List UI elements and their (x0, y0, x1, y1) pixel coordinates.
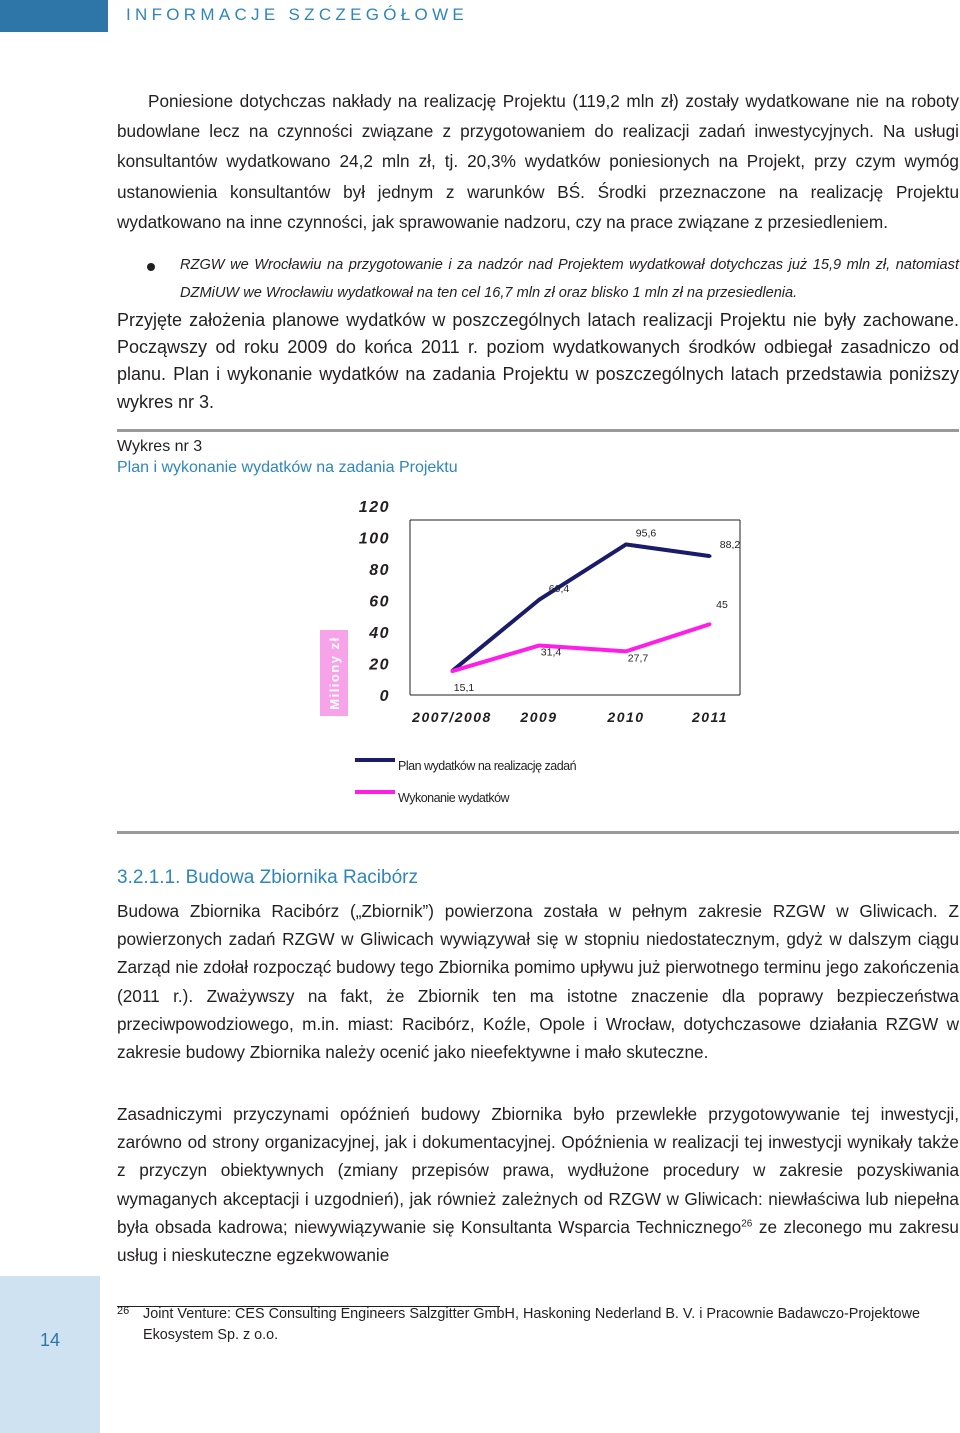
data-label: 60,4 (548, 582, 570, 595)
y-tick-label: 40 (369, 625, 390, 642)
data-label: 95,6 (635, 527, 657, 540)
section-heading: 3.2.1.1. Budowa Zbiornika Racibórz (117, 867, 418, 888)
footnote-mark: 26 (117, 1305, 130, 1317)
header-title: INFORMACJE SZCZEGÓŁOWE (126, 5, 469, 24)
data-point (709, 623, 712, 626)
header-color-block (0, 0, 108, 32)
x-tick-label: 2009 (520, 709, 558, 725)
data-label: 45 (716, 599, 728, 612)
page-number-box (0, 1276, 100, 1433)
intro-paragraph: Poniesione dotychczas nakłady na realizację Projektu (119,2 mln zł) zostały wydatkowane nie na roboty budowlane lecz na czynności związane z przygotowaniem do realizacji zadań inwestycyjnych. Na usługi konsultantów wydatkowano 24,2 mln zł, tj. 20,3% wydatków poniesionych na Projekt, przy czym wymóg ustanowienia konsultantów był jednym z warunków BŚ. Środki przeznaczone na realizację Projektu wydatkowano na inne czynności, jak sprawowanie nadzoru, czy na prace związane z przesiedleniem. (117, 91, 959, 232)
section-paragraph-1: Budowa Zbiornika Racibórz („Zbiornik”) powierzona została w pełnym zakresie RZGW w Gliwicach. Z powierzonych zadań RZGW w Gliwicach wywiązywał się w stopniu niedostatecznym, gdyż w dalszym ciągu Zarząd nie zdołał rozpocząć budowy tego Zbiornika pomimo upływu już pierwotnego terminu jego zakończenia (2011 r.). Zważywszy na fakt, że Zbiornik ten ma istotne znaczenie dla poprawy bezpieczeństwa przeciwpowodziowego, m.in. miast: Racibórz, Koźle, Opole i Wrocław, dotychczasowe działania RZGW w zakresie budowy Zbiornika należy ocenić jako nieefektywne i mało skuteczne. (117, 901, 959, 1063)
section-paragraph-2 (117, 1100, 959, 1269)
intro-paragraph-2: Przyjęte założenia planowe wydatków w poszczególnych latach realizacji Projektu nie były zachowane. Począwszy od roku 2009 do końca 2011 r. poziom wydatkowanych środków odbiegał zasadniczo od planu. Plan i wykonanie wydatków na zadania Projektu w poszczególnych latach przedstawia poniższy wykres nr 3. (117, 310, 959, 412)
y-tick-label: 120 (358, 499, 390, 516)
chart-top-rule (117, 429, 959, 432)
footnote-text: Joint Venture: CES Consulting Engineers Salzgitter GmbH, Haskoning Nederland B. V. i Pracownie Badawczo-Projektowe Ekosystem Sp. z o.o. (143, 1306, 920, 1343)
data-label: 31,4 (540, 646, 562, 659)
page-number: 14 (39, 1330, 61, 1350)
y-tick-label: 80 (369, 562, 390, 579)
data-point (625, 543, 628, 546)
x-tick-label: 2010 (607, 709, 645, 725)
data-point (709, 555, 712, 558)
bullet-icon (147, 263, 155, 271)
intro-section (117, 86, 959, 237)
chart-bottom-rule (117, 831, 959, 834)
legend-label-1: Plan wydatków na realizację zadań (398, 759, 577, 773)
paragraph-2-tail: ze zleconego mu zakresu usług i nieskuteczne egzekwowanie (117, 1216, 959, 1266)
chart-label: Wykres nr 3 (117, 438, 203, 455)
x-tick-label: 2007/2008 (412, 709, 492, 725)
line-chart (310, 490, 770, 810)
y-tick-label: 60 (369, 593, 390, 611)
y-axis-label: Miliony zł (327, 636, 342, 710)
bullet-item: RZGW we Wrocławiu na przygotowanie i za nadzór nad Projektem wydatkował dotychczas już 15,9 mln zł, natomiast DZMiUW we Wrocławiu wydatkował na ten cel 16,7 mln zł oraz blisko 1 mln zł na przesiedlenia. (180, 257, 959, 301)
series-line-1 (452, 544, 710, 671)
y-tick-label: 20 (369, 656, 390, 674)
x-tick-label: 2011 (691, 709, 729, 725)
data-label: 15,1 (453, 682, 475, 695)
y-tick-label: 0 (379, 688, 390, 705)
data-point (451, 670, 454, 673)
paragraph-2-text: Zasadniczymi przyczynami opóźnień budowy Zbiornika było przewlekłe przygotowywanie tej inwestycji, zarówno od strony organizacyjnej, jak i dokumentacyjnej. Opóźnienia w realizacji tej inwestycji wynikały także z przyczyn obiektywnych (zmiany przepisów prawa, wydłużone procedury w zakresie pozyskiwania wymaganych akceptacji i uzgodnień), jak również zależnych od RZGW w Gliwicach: niewłaściwa lub niepełna była obsada kadrowa; niewywiązywanie się Konsultanta Wsparcia Technicznego (117, 1104, 959, 1237)
data-label: 88,2 (719, 539, 741, 552)
footnote-reference[interactable]: 26 (741, 1218, 753, 1230)
legend-label-2: Wykonanie wydatków (398, 791, 510, 805)
chart-title: Plan i wykonanie wydatków na zadania Projektu (117, 459, 458, 476)
series-line-2 (452, 624, 710, 671)
data-label: 27,7 (627, 652, 649, 665)
data-point (538, 598, 541, 601)
y-tick-label: 100 (358, 530, 390, 548)
